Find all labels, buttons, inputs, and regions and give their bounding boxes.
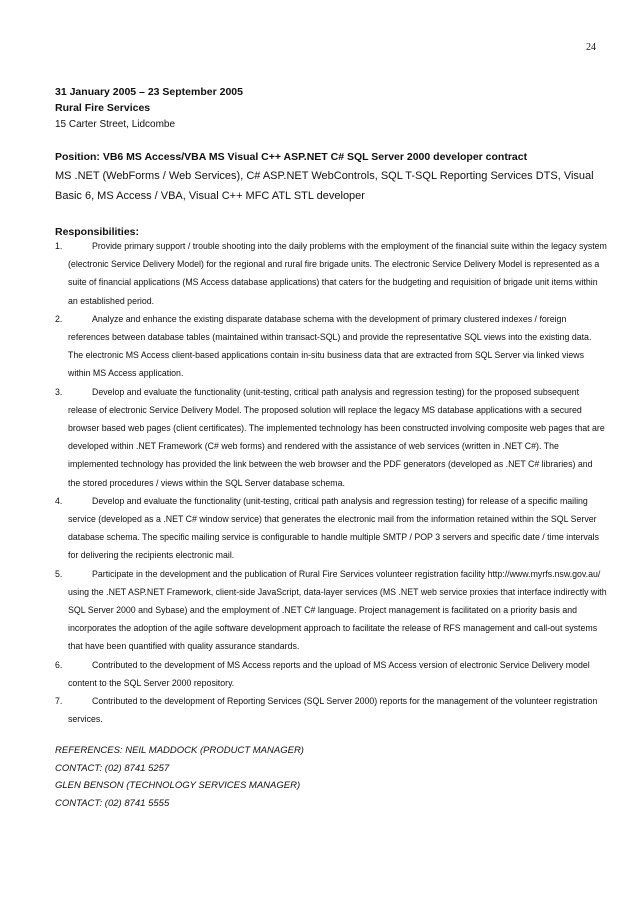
page-number: 24 [586,42,596,53]
list-item [55,656,607,692]
list-item-number: 5. [55,568,63,579]
position-title: Position: VB6 MS Access/VBA MS Visual C++ ASP.NET C# SQL Server 2000 developer contract [55,151,528,163]
list-item-number: 7. [55,696,63,707]
list-item [55,492,607,565]
reference-line: CONTACT: (02) 8741 5257 [55,762,170,774]
list-item [55,383,607,492]
employer-name: Rural Fire Services [55,102,151,114]
list-item [55,310,607,383]
list-item-number: 2. [55,313,63,324]
list-item-text: Contributed to the development of MS Access reports and the upload of MS Access version of electronic Service Delivery model content to the SQL Server 2000 repository. [68,659,590,688]
position-section [55,149,615,206]
list-item-text: Participate in the development and the publication of Rural Fire Services volunteer registration facility http://www.myrfs.nsw.gov.au/ using the .NET ASP.NET Framework, client-side JavaScript, data-layer services (MS .NET web service proxies that interface indirectly with SQL Server 2000 and Sybase) and the employment of .NET C# language. Project management is facilitated on a priority basis and incorporates the adoption of the agile software development approach to facilitate the release of RFS management and call-out systems that have been quantified with quality assurance standards. [68,568,607,652]
references-section [55,742,615,812]
reference-line: GLEN BENSON (TECHNOLOGY SERVICES MANAGER) [55,780,301,791]
employment-header [55,84,615,133]
technologies-text: MS .NET (WebForms / Web Services), C# ASP.NET WebControls, SQL T-SQL Reporting Services DTS, Visual Basic 6, MS Access / VBA, Visual C++ MFC ATL STL developer [55,170,594,202]
list-item-number: 6. [55,659,63,670]
list-item [55,237,607,310]
list-item-number: 1. [55,241,63,251]
employment-dates: 31 January 2005 – 23 September 2005 [55,86,243,98]
reference-line: REFERENCES: NEIL MADDOCK (PRODUCT MANAGER) [55,745,304,756]
list-item-number: 4. [55,495,63,506]
employer-address: 15 Carter Street, Lidcombe [55,119,176,130]
list-item-text: Analyze and enhance the existing disparate database schema with the development of primary clustered indexes / foreign references between database tables (maintained within transact-SQL) and provide the representative SQL views into the existing data. The electronic MS Access client-based applications contain in-situ business data that are extracted from SQL Server via linked views within MS Access application. [68,313,592,379]
reference-line: CONTACT: (02) 8741 5555 [55,797,170,809]
list-item [55,692,607,728]
responsibilities-list [55,237,607,728]
list-item-text: Develop and evaluate the functionality (unit-testing, critical path analysis and regression testing) for release of a specific mailing service (developed as a .NET C# window service) that generates the electronic mail from the information retained within the SQL Server database schema. The specific mailing service is configurable to handle multiple SMTP / POP 3 servers and specific date / time intervals for delivering the recipients electronic mail. [68,495,600,561]
list-item-text: Develop and evaluate the functionality (unit-testing, critical path analysis and regression testing) for the proposed subsequent release of electronic Service Delivery Model. The proposed solution will replace the legacy MS database applications with a secured browser based web pages (client certificates). The implemented technology has been constructed involving composite web pages that are developed within .NET Framework (C# web forms) and rendered with the assistance of web services (written in .NET C#). The implemented technology has provided the link between the web browser and the PDF generators (developed as .NET C# libraries) and the stored procedures / views within the SQL Server database schema. [68,386,605,488]
list-item-text: Contributed to the development of Reporting Services (SQL Server 2000) reports for the management of the volunteer registration services. [68,696,598,725]
list-item [55,565,607,656]
list-item-number: 3. [55,386,63,397]
responsibilities-heading: Responsibilities: [55,226,140,238]
list-item-text: Provide primary support / trouble shooting into the daily problems with the employment of the financial suite within the legacy system (electronic Service Delivery Model) for the regional and rural fire brigade units. The electronic Service Delivery Model is represented as a suite of financial applications (MS Access database applications) that caters for the budgeting and requisition of brigade unit items within an established period. [68,241,607,306]
